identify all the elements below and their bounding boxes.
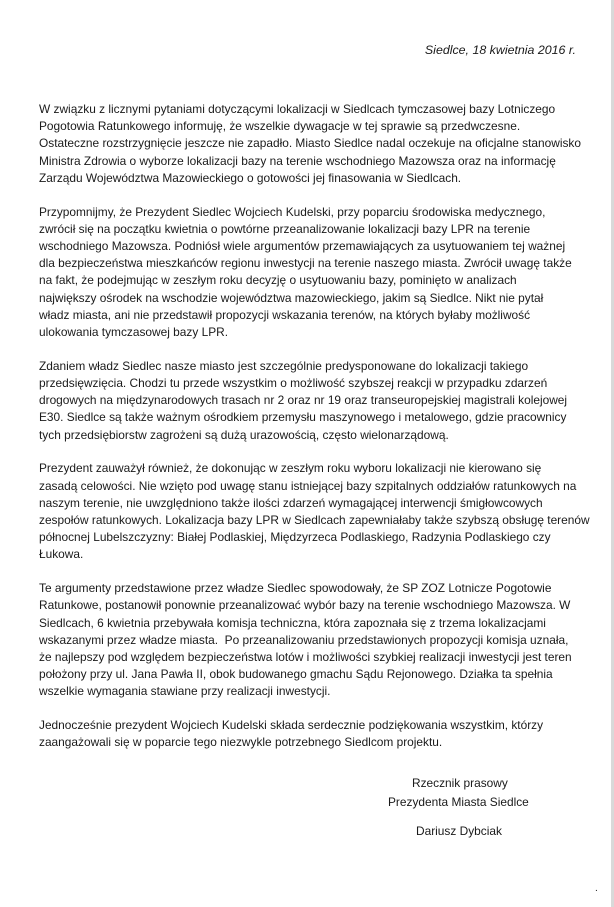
paragraph [39, 358, 574, 444]
paragraph-line: że najlepszy pod względem bezpieczeństwa lotów i możliwości szybkiej realizacji inwestycji jest teren [39, 650, 572, 665]
paragraph-line: na fakt, że podejmując w zeszłym roku decyzję o usytuowaniu bazy, pominięto w analizach [39, 273, 517, 288]
paragraph-line: północnej Lubelszczyzny: Białej Podlaskiej, Międzyrzeca Podlaskiego, Radzynia Podlaskiego czy [39, 530, 551, 545]
paragraph-line: Te argumenty przedstawione przez władze Siedlec spowodowały, że SP ZOZ Lotnicze Pogotowie [39, 581, 552, 596]
paragraph-line: E30. Siedlce są także ważnym ośrodkiem przemysłu maszynowego i metalowego, gdzie pracownicy [39, 410, 567, 425]
paragraph-line: Łukowa. [39, 547, 84, 562]
paragraph-line: Zdaniem władz Siedlec nasze miasto jest szczególnie predysponowane do lokalizacji takiego [39, 358, 529, 373]
paragraph [39, 460, 590, 563]
paragraph-line: władz miasta, ani nie przedstawił propozycji wskazania terenów, na których byłaby możliwość [39, 307, 531, 322]
paragraph [39, 717, 574, 751]
paragraph-line: wskazanymi przez władze miasta. Po przeanalizowaniu przedstawionych propozycji komisja uznała, [39, 632, 569, 647]
paragraph-line: Ostateczne rozstrzygnięcie jeszcze nie zapadło. Miasto Siedlce nadal oczekuje na oficjalne stanowisko [39, 136, 581, 151]
paragraph-line: Siedlcach, 6 kwietnia przebywała komisja techniczna, która zapoznała się z trzema lokalizacjami [39, 615, 546, 630]
paragraph-line: Ministra Zdrowia o wyborze lokalizacji bazy na terenie wschodniego Mazowsza oraz na informację [39, 153, 556, 168]
paragraph-line: zwrócił się na początku kwietnia o powtórne przeanalizowanie lokalizacji bazy LPR na terenie [39, 221, 531, 236]
letter-body [39, 101, 590, 768]
paragraph [39, 101, 581, 187]
paragraph-line: naszym terenie, nie uwzględniono także ilości zdarzeń wymagającej interwencji śmigłowcowych [39, 495, 543, 510]
paragraph-line: Prezydent zauważył również, że dokonując w zeszłym roku wyboru lokalizacji nie kierowano się [39, 461, 542, 476]
paragraph-line: drogowych na międzynarodowych trasach nr 2 oraz nr 19 oraz transeuropejskiej magistrali kolejowej [39, 393, 568, 408]
paragraph [39, 204, 574, 342]
paragraph [39, 580, 574, 700]
paragraph-line: wszelkie wymagania stawiane przy realizacji inwestycji. [39, 684, 331, 699]
paragraph-line: Jednocześnie prezydent Wojciech Kudelski składa serdecznie podziękowania wszystkim, którzy [39, 718, 544, 733]
signature-role-line1: Rzecznik prasowy [412, 776, 508, 790]
paragraph-line: Przypomnijmy, że Prezydent Siedlec Wojciech Kudelski, przy poparciu środowiska medycznego, [39, 204, 546, 219]
paragraph-line: Pogotowia Ratunkowego informuję, że wszelkie dywagacje w tej sprawie są przedwczesne. [39, 119, 521, 134]
place-and-date: Siedlce, 18 kwietnia 2016 r. [424, 43, 576, 57]
paragraph-line: dla bezpieczeństwa mieszkańców regionu inwestycji na terenie naszego miasta. Zwrócił uwagę także [39, 256, 572, 271]
paragraph-line: tych przedsiębiorstw zagrożeni są dużą urazowością, często wielonarządową. [39, 427, 449, 442]
paragraph-line: zespołów ratunkowych. Lokalizacja bazy LPR w Siedlcach zapewniałaby także szybszą obsługę terenów [39, 513, 590, 528]
paragraph-line: zaangażowali się w poparcie tego niezwykle potrzebnego Siedlcom projektu. [39, 735, 443, 750]
signature-name: Dariusz Dybciak [416, 824, 502, 838]
paragraph-line: ulokowania tymczasowej bazy LPR. [39, 325, 229, 340]
paragraph-line: zasadą celowości. Nie wzięto pod uwagę stanu istniejącej bazy szpitalnych oddziałów ratunkowych na [39, 478, 577, 493]
paragraph-line: Ratunkowe, postanowił ponownie przeanalizować wybór bazy na terenie wschodniego Mazowsza. W [39, 598, 571, 613]
paragraph-line: W związku z licznymi pytaniami dotyczącymi lokalizacji w Siedlcach tymczasowej bazy Lotniczego [39, 102, 556, 116]
paragraph-line: położony przy ul. Jana Pawła II, obok budowanego gmachu Sądu Rejonowego. Działka ta spełnia [39, 667, 553, 682]
paragraph-line: wschodniego Mazowsza. Podniósł wiele argumentów przemawiających za usytuowaniem tej ważnej [39, 239, 566, 254]
paragraph-line: przedsięwzięcia. Chodzi tu przede wszystkim o możliwość szybszej reakcji w przypadku zdarzeń [39, 376, 548, 391]
paragraph-line: Zarządu Województwa Mazowieckiego o gotowości jej finasowania w Siedlcach. [39, 170, 462, 185]
signature-role-line2: Prezydenta Miasta Siedlce [388, 795, 529, 809]
paragraph-line: największy ośrodek na wschodzie województwa mazowieckiego, jakim są Siedlce. Nikt nie pytał [39, 290, 544, 305]
footer-mark: . [595, 883, 598, 894]
